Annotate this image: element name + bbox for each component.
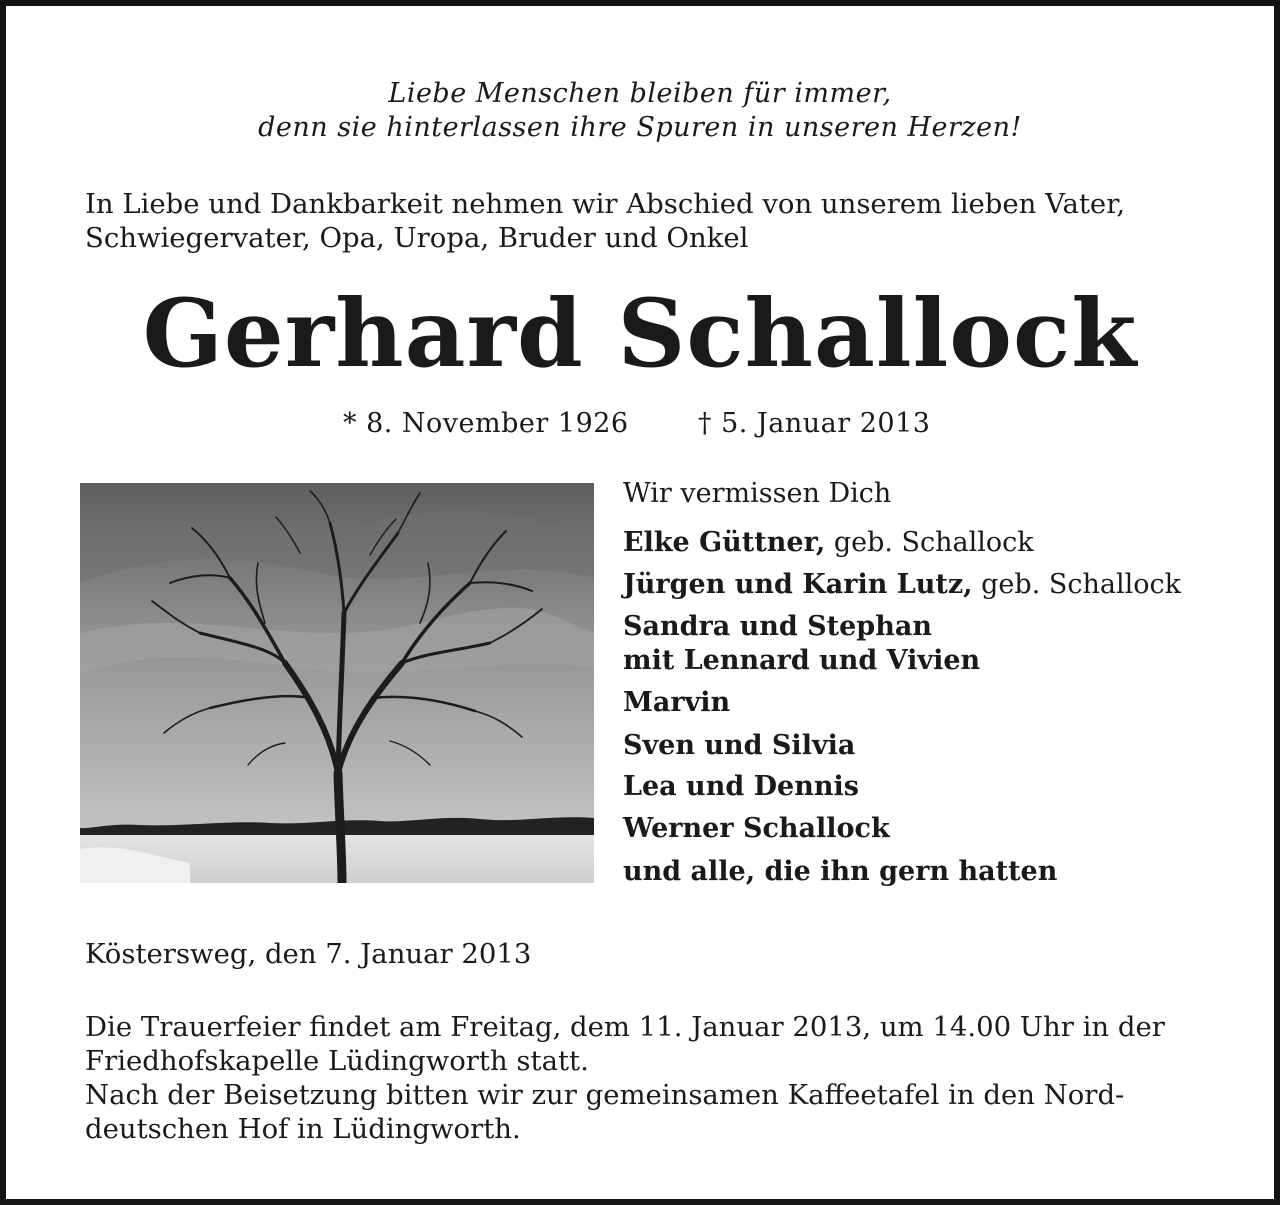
deceased-name: Gerhard Schallock: [142, 279, 1138, 389]
winter-tree-photo: [80, 483, 594, 883]
funeral-line-1: Die Trauerfeier findet am Freitag, dem 11. Januar 2013, um 14.00 Uhr in der: [85, 1011, 1165, 1043]
quote-line-2: denn sie hinterlassen ihre Spuren in unseren Herzen!: [258, 112, 1022, 143]
intro-line-1: In Liebe und Dankbarkeit nehmen wir Abschied von unserem lieben Vater,: [85, 188, 1126, 220]
family-member: Sandra und Stephan: [623, 611, 932, 642]
birth-date: * 8. November 1926: [343, 408, 629, 439]
intro-line-2: Schwiegervater, Opa, Uropa, Bruder und Onkel: [85, 222, 749, 254]
family-member: und alle, die ihn gern hatten: [623, 856, 1058, 887]
funeral-line-2: Friedhofskapelle Lüdingworth statt.: [85, 1045, 589, 1077]
family-member: Werner Schallock: [623, 813, 890, 844]
family-member: Sven und Silvia: [623, 730, 856, 761]
family-member: Lea und Dennis: [623, 771, 859, 802]
family-member: mit Lennard und Vivien: [623, 645, 981, 676]
death-date: † 5. Januar 2013: [698, 408, 931, 439]
quote-line-1: Liebe Menschen bleiben für immer,: [388, 78, 892, 109]
family-heading: Wir vermissen Dich: [623, 478, 892, 509]
funeral-line-4: deutschen Hof in Lüdingworth.: [85, 1113, 521, 1145]
family-member: Jürgen und Karin Lutz, geb. Schallock: [623, 569, 1181, 600]
family-member: Elke Güttner, geb. Schallock: [623, 527, 1034, 558]
family-member: Marvin: [623, 687, 731, 718]
funeral-line-3: Nach der Beisetzung bitten wir zur gemeinsamen Kaffeetafel in den Nord-: [85, 1079, 1125, 1111]
place-date: Köstersweg, den 7. Januar 2013: [85, 938, 532, 970]
